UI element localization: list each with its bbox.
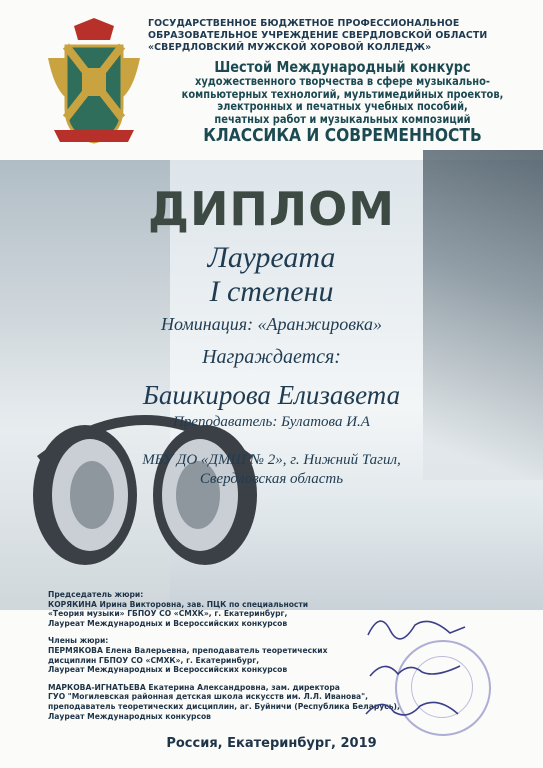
org-line: ГОСУДАРСТВЕННОЕ БЮДЖЕТНОЕ ПРОФЕССИОНАЛЬНОЕ bbox=[148, 18, 460, 29]
contest-name: КЛАССИКА И СОВРЕМЕННОСТЬ bbox=[203, 125, 482, 146]
jury-member-1 bbox=[48, 636, 368, 674]
jury-line: ПЕРМЯКОВА Елена Валерьевна, преподаватель теоретических bbox=[48, 645, 328, 655]
signature-member-2 bbox=[360, 688, 470, 728]
jury-line: преподаватель теоретических дисциплин, аг. Буйничи (Республика Беларусь), bbox=[48, 701, 400, 711]
jury-line: МАРКОВА-ИГНАТЬЕВА Екатерина Александровна, зам. директора bbox=[48, 682, 340, 692]
signature-member-1 bbox=[360, 648, 470, 688]
coat-of-arms-logo bbox=[44, 18, 144, 146]
jury-line: Лауреат Международных конкурсов bbox=[48, 711, 211, 721]
place-and-date: Россия, Екатеринбург, 2019 bbox=[166, 736, 377, 751]
contest-line: электронных и печатных учебных пособий, bbox=[217, 99, 468, 113]
contest-title: Шестой Международный конкурс bbox=[214, 58, 471, 76]
jury-line: Лауреат Международных и Всероссийских конкурсов bbox=[48, 665, 288, 675]
jury-member-2 bbox=[48, 682, 400, 721]
jury-chair bbox=[48, 590, 368, 628]
contest-line: художественного творчества в сфере музыкально- bbox=[194, 74, 491, 88]
jury-members-title: Члены жюри: bbox=[48, 636, 109, 646]
jury-list bbox=[48, 590, 400, 729]
diploma-title: ДИПЛОМ bbox=[147, 182, 396, 236]
jury-chair-title: Председатель жюри: bbox=[48, 590, 144, 599]
jury-line: дисциплин ГБПОУ СО «СМХК», г. Екатеринбург, bbox=[48, 655, 260, 665]
signature-chair bbox=[360, 605, 470, 645]
laureate-label: Лауреата bbox=[207, 241, 336, 274]
contest-line: компьютерных технологий, мультимедийных проектов, bbox=[181, 86, 504, 101]
nomination: Номинация: «Аранжировка» bbox=[160, 314, 383, 334]
laureate-block bbox=[0, 241, 543, 309]
organization-name bbox=[148, 18, 528, 54]
school-info bbox=[0, 451, 543, 489]
school-line: МБУ ДО «ДМШ № 2», г. Нижний Тагил, bbox=[142, 452, 401, 468]
org-line: «СВЕРДЛОВСКИЙ МУЖСКОЙ ХОРОВОЙ КОЛЛЕДЖ» bbox=[148, 42, 432, 53]
degree-label: I степени bbox=[209, 275, 334, 308]
jury-line: КОРЯКИНА Ирина Викторовна, зав. ПЦК по специальности bbox=[48, 599, 309, 609]
recipient-name: Башкирова Елизавета bbox=[142, 380, 401, 410]
jury-line: ГУО "Могилевская районная детская школа искусств им. Л.Л. Иванова", bbox=[48, 692, 368, 702]
org-line: ОБРАЗОВАТЕЛЬНОЕ УЧРЕЖДЕНИЕ СВЕРДЛОВСКОЙ ОБЛАСТИ bbox=[148, 30, 488, 41]
jury-line: Лауреат Международных и Всероссийских конкурсов bbox=[48, 618, 288, 628]
awarded-label: Награждается: bbox=[202, 346, 341, 368]
contest-heading bbox=[177, 59, 508, 146]
region-line: Свердловская область bbox=[199, 471, 344, 487]
jury-line: «Теория музыки» ГБПОУ СО «СМХК», г. Екатеринбург, bbox=[48, 609, 288, 619]
contest-line: печатных работ и музыкальных композиций bbox=[214, 111, 471, 126]
teacher: Преподаватель: Булатова И.А bbox=[173, 414, 370, 430]
